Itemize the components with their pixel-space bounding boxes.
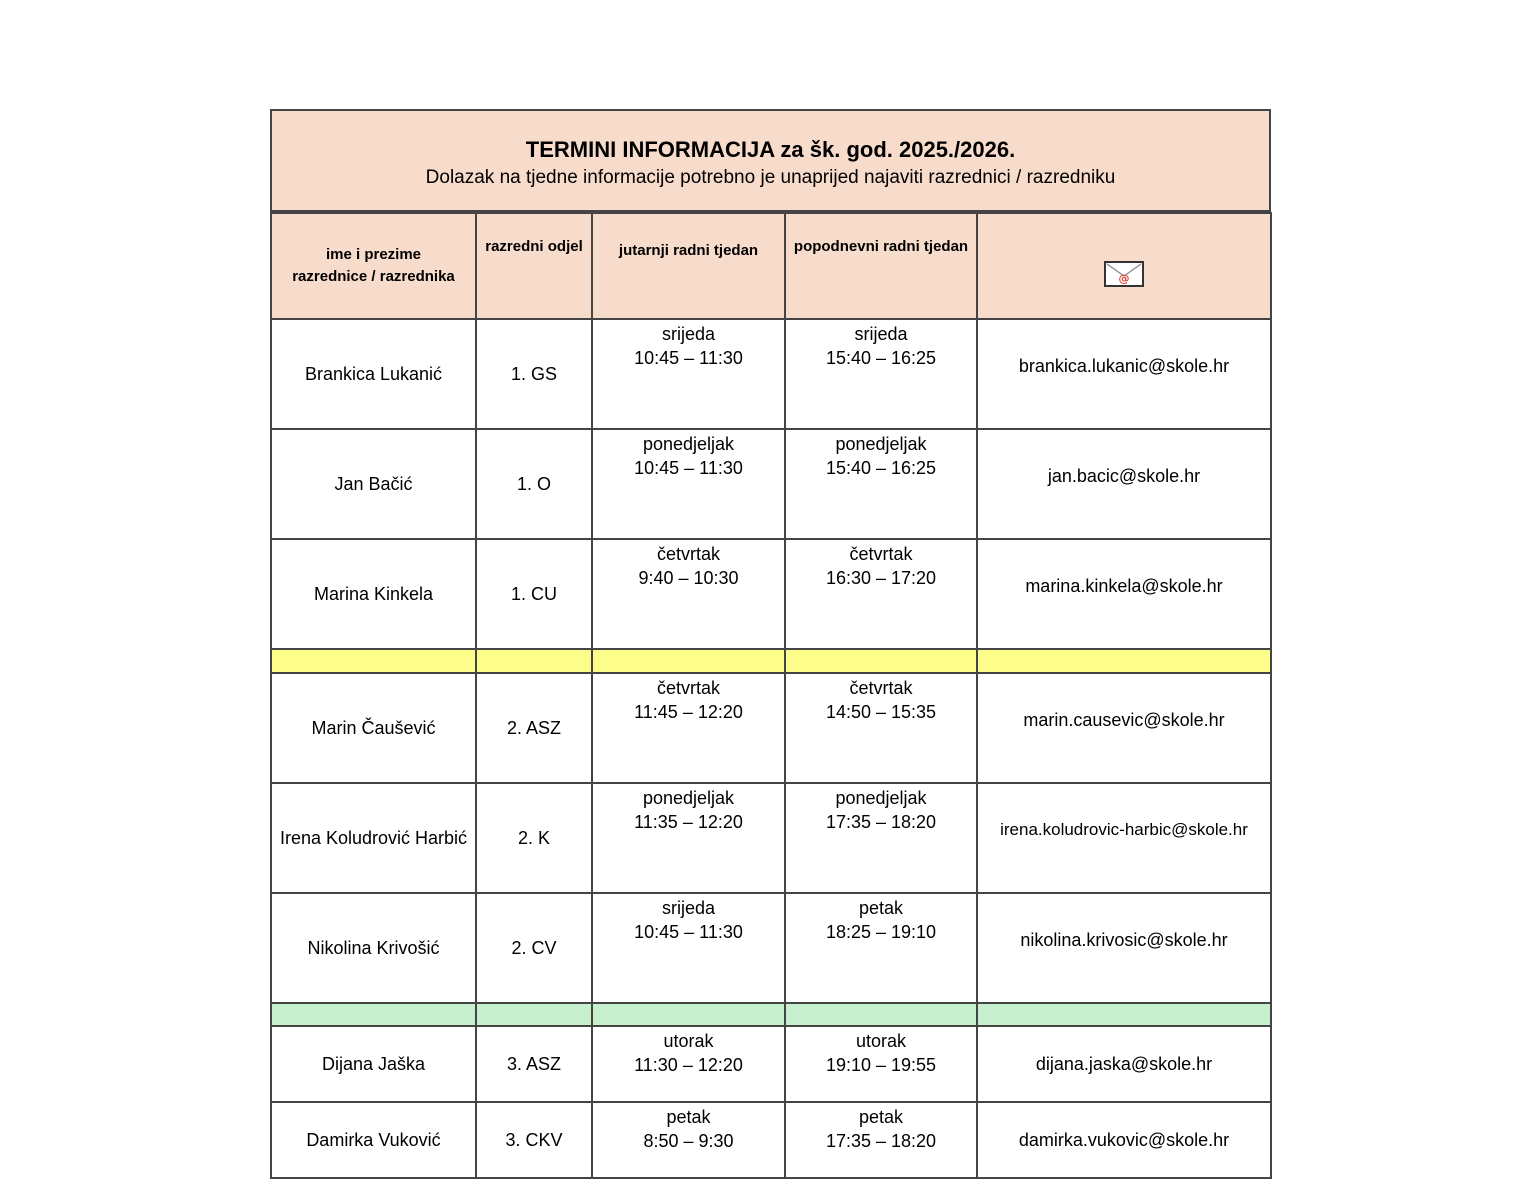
page-title: TERMINI INFORMACIJA za šk. god. 2025./2026. (525, 137, 1016, 162)
morning-day: četvrtak (656, 544, 721, 564)
morning-slot (592, 539, 785, 649)
morning-time: 11:35 – 12:20 (634, 812, 743, 832)
afternoon-time: 15:40 – 16:25 (825, 458, 937, 478)
teacher-name: Dijana Jaška (271, 1026, 476, 1102)
class-label: 1. O (476, 429, 592, 539)
col-header-name-line1: ime i prezime (325, 246, 422, 263)
page-subtitle: Dolazak na tjedne informacije potrebno je unaprijed najaviti razrednici / razredniku (425, 167, 1116, 188)
afternoon-day: četvrtak (849, 678, 913, 698)
teacher-name: Damirka Vuković (271, 1102, 476, 1178)
envelope-icon (1104, 261, 1144, 287)
header-box (270, 109, 1271, 212)
morning-time: 10:45 – 11:30 (634, 922, 743, 942)
email-link[interactable]: nikolina.krivosic@skole.hr (977, 893, 1271, 1003)
email-link[interactable]: marin.causevic@skole.hr (977, 673, 1271, 783)
teacher-name: Marin Čaušević (271, 673, 476, 783)
table-row (271, 1026, 1271, 1102)
email-link[interactable]: marina.kinkela@skole.hr (977, 539, 1271, 649)
table-row (271, 673, 1271, 783)
morning-slot (592, 1102, 785, 1178)
morning-day: srijeda (661, 898, 716, 918)
table-row (271, 429, 1271, 539)
class-label: 2. K (476, 783, 592, 893)
afternoon-day: petak (858, 898, 904, 918)
teacher-name: Brankica Lukanić (271, 319, 476, 429)
afternoon-slot (785, 673, 977, 783)
morning-day: ponedjeljak (642, 434, 735, 454)
afternoon-slot (785, 429, 977, 539)
email-link[interactable]: jan.bacic@skole.hr (977, 429, 1271, 539)
afternoon-slot (785, 893, 977, 1003)
class-label: 3. ASZ (476, 1026, 592, 1102)
afternoon-day: petak (858, 1107, 904, 1127)
morning-day: ponedjeljak (642, 788, 735, 808)
teacher-name: Marina Kinkela (271, 539, 476, 649)
svg-text:@: @ (1118, 272, 1130, 285)
class-label: 2. ASZ (476, 673, 592, 783)
col-header-email (977, 213, 1271, 319)
col-header-name (271, 213, 476, 319)
morning-day: petak (666, 1107, 711, 1127)
col-header-class: razredni odjel (476, 213, 592, 319)
email-link[interactable]: brankica.lukanic@skole.hr (977, 319, 1271, 429)
afternoon-day: četvrtak (849, 544, 913, 564)
afternoon-slot (785, 1102, 977, 1178)
separator-row-green (271, 1003, 1271, 1026)
morning-time: 10:45 – 11:30 (634, 458, 743, 478)
morning-slot (592, 429, 785, 539)
afternoon-day: srijeda (854, 324, 908, 344)
afternoon-time: 19:10 – 19:55 (825, 1055, 937, 1075)
morning-time: 11:45 – 12:20 (634, 702, 743, 722)
morning-time: 11:30 – 12:20 (634, 1055, 743, 1075)
morning-time: 10:45 – 11:30 (634, 348, 743, 368)
table-row (271, 319, 1271, 429)
header-row (271, 213, 1271, 319)
table-row (271, 1102, 1271, 1178)
separator-row-yellow (271, 649, 1271, 673)
email-link[interactable]: dijana.jaska@skole.hr (977, 1026, 1271, 1102)
teacher-name: Jan Bačić (271, 429, 476, 539)
morning-slot (592, 319, 785, 429)
afternoon-time: 17:35 – 18:20 (825, 1131, 937, 1151)
afternoon-day: ponedjeljak (835, 434, 927, 454)
afternoon-slot (785, 319, 977, 429)
email-link[interactable]: irena.koludrovic-harbic@skole.hr (977, 783, 1271, 893)
teacher-name: Nikolina Krivošić (271, 893, 476, 1003)
class-label: 1. GS (476, 319, 592, 429)
email-link[interactable]: damirka.vukovic@skole.hr (977, 1102, 1271, 1178)
afternoon-time: 18:25 – 19:10 (825, 922, 937, 942)
schedule-sheet (270, 109, 1271, 1179)
col-header-name-line2: razrednice / razrednika (292, 268, 455, 285)
morning-time: 8:50 – 9:30 (643, 1131, 734, 1151)
morning-day: četvrtak (656, 678, 721, 698)
table-row (271, 539, 1271, 649)
morning-slot (592, 783, 785, 893)
afternoon-time: 14:50 – 15:35 (825, 702, 937, 722)
morning-slot (592, 893, 785, 1003)
table-row (271, 783, 1271, 893)
morning-slot (592, 1026, 785, 1102)
afternoon-slot (785, 1026, 977, 1102)
afternoon-slot (785, 783, 977, 893)
table-row (271, 893, 1271, 1003)
col-header-afternoon: popodnevni radni tjedan (785, 213, 977, 319)
morning-day: utorak (663, 1031, 714, 1051)
morning-time: 9:40 – 10:30 (638, 568, 739, 588)
afternoon-time: 17:35 – 18:20 (825, 812, 937, 832)
schedule-table (270, 212, 1272, 1179)
morning-day: srijeda (661, 324, 716, 344)
afternoon-time: 15:40 – 16:25 (825, 348, 937, 368)
afternoon-slot (785, 539, 977, 649)
morning-slot (592, 673, 785, 783)
afternoon-day: utorak (855, 1031, 907, 1051)
teacher-name: Irena Koludrović Harbić (271, 783, 476, 893)
afternoon-time: 16:30 – 17:20 (825, 568, 937, 588)
class-label: 2. CV (476, 893, 592, 1003)
class-label: 3. CKV (476, 1102, 592, 1178)
class-label: 1. CU (476, 539, 592, 649)
afternoon-day: ponedjeljak (835, 788, 927, 808)
col-header-morning: jutarnji radni tjedan (592, 213, 785, 319)
